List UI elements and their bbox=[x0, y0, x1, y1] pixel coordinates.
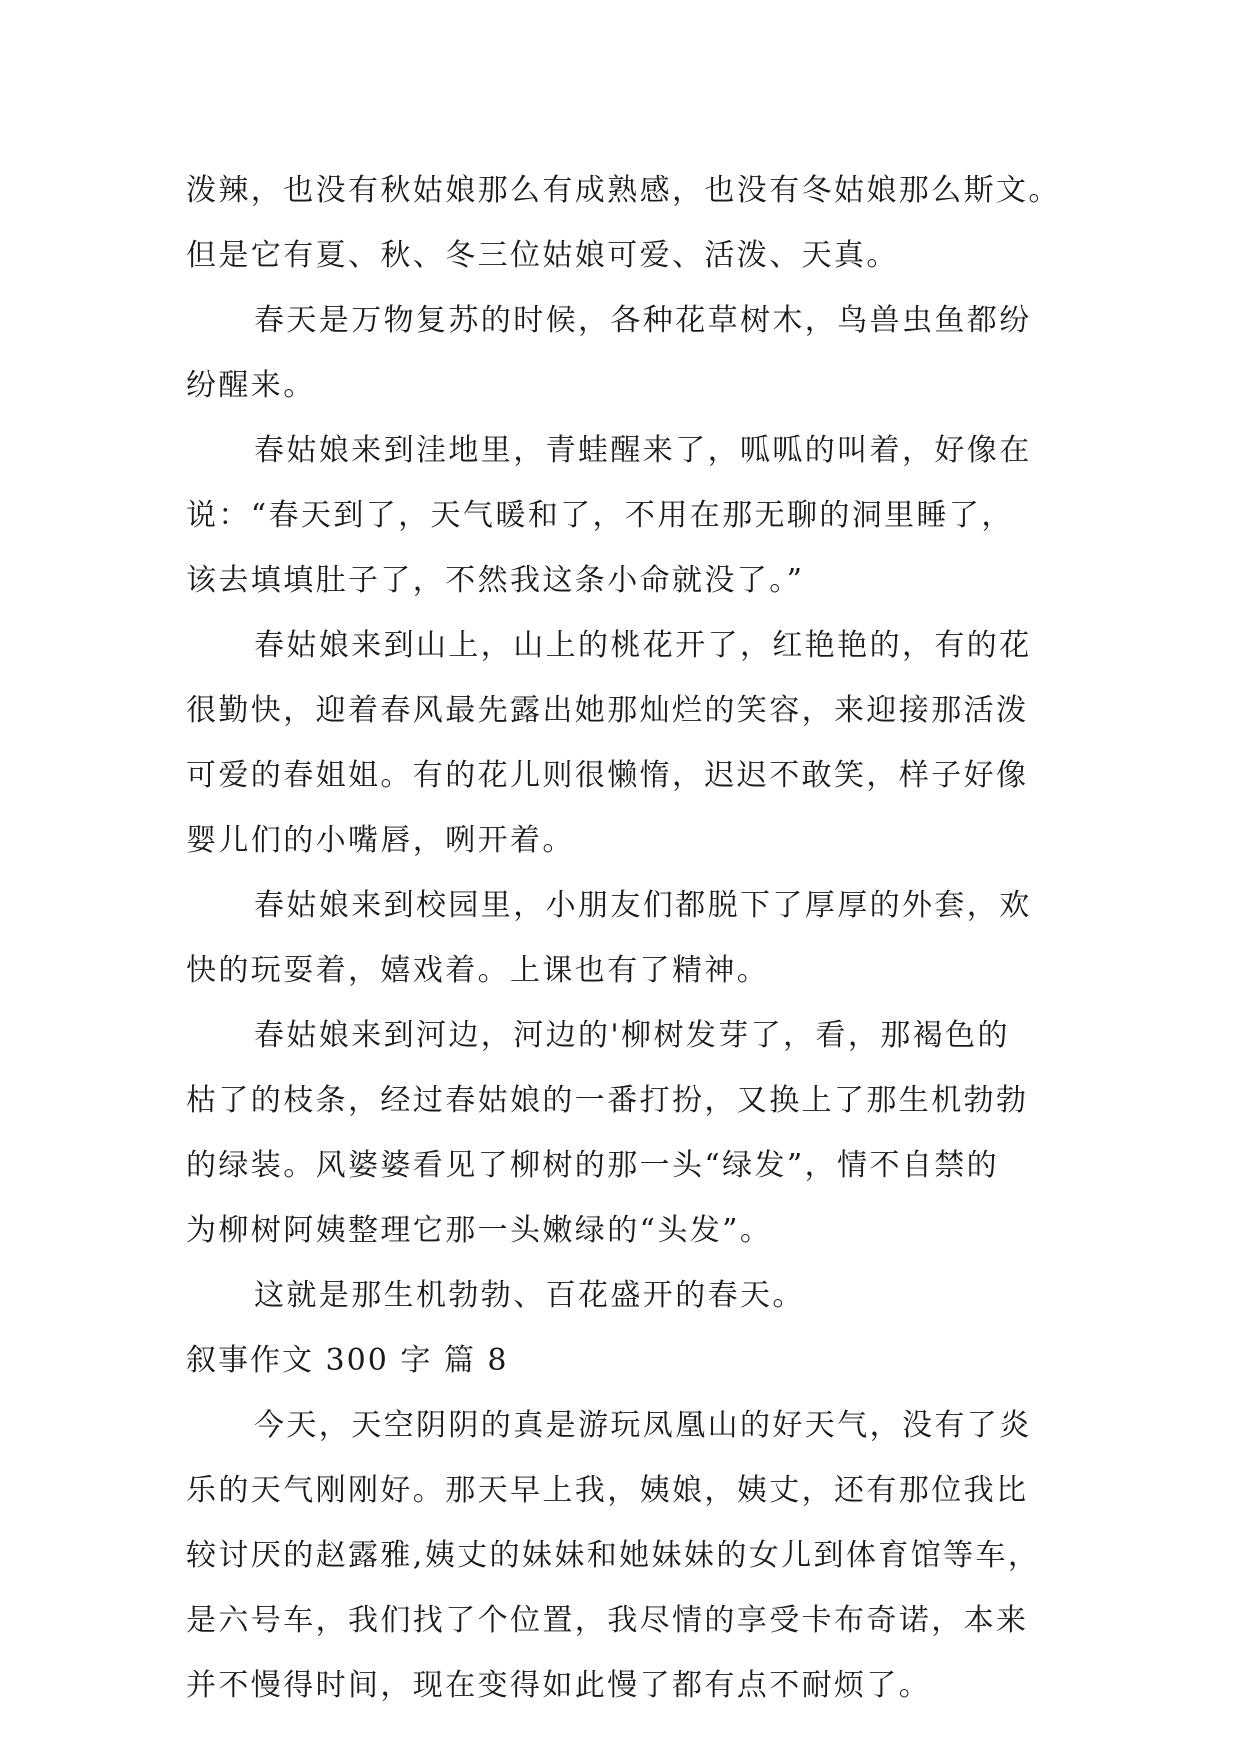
text-line: 快的玩耍着，嬉戏着。上课也有了精神。 bbox=[186, 953, 770, 988]
text-line: 春姑娘来到河边，河边的'柳树发芽了，看，那褐色的 bbox=[254, 1018, 1010, 1053]
text-line: 今天，天空阴阴的真是游玩凤凰山的好天气，没有了炎 bbox=[254, 1408, 1032, 1443]
text-line: 是六号车，我们找了个位置，我尽情的享受卡布奇诺，本来 bbox=[186, 1603, 1029, 1638]
section-heading: 叙事作文 300 字 篇 8 bbox=[186, 1343, 509, 1378]
text-line: 很勤快，迎着春风最先露出她那灿烂的笑容，来迎接那活泼 bbox=[186, 693, 1029, 728]
text-line: 纷醒来。 bbox=[186, 368, 316, 403]
text-line: 春姑娘来到山上，山上的桃花开了，红艳艳的，有的花 bbox=[254, 628, 1032, 663]
text-line: 说：“春天到了，天气暖和了，不用在那无聊的洞里睡了， bbox=[186, 498, 1014, 533]
text-line: 春天是万物复苏的时候，各种花草树木，鸟兽虫鱼都纷 bbox=[254, 303, 1032, 338]
text-line: 但是它有夏、秋、冬三位姑娘可爱、活泼、天真。 bbox=[186, 238, 899, 273]
text-line: 婴儿们的小嘴唇，咧开着。 bbox=[186, 823, 575, 858]
text-line: 乐的天气刚刚好。那天早上我，姨娘，姨丈，还有那位我比 bbox=[186, 1473, 1029, 1508]
text-line: 该去填填肚子了，不然我这条小命就没了。” bbox=[186, 563, 805, 598]
text-line: 的绿装。风婆婆看见了柳树的那一头“绿发”，情不自禁的 bbox=[186, 1148, 1000, 1183]
text-line: 并不慢得时间，现在变得如此慢了都有点不耐烦了。 bbox=[186, 1668, 932, 1703]
text-line: 泼辣，也没有秋姑娘那么有成熟感，也没有冬姑娘那么斯文。 bbox=[186, 173, 1061, 208]
text-line: 可爱的春姐姐。有的花儿则很懒惰，迟迟不敢笑，样子好像 bbox=[186, 758, 1029, 793]
text-line: 为柳树阿姨整理它那一头嫩绿的“头发”。 bbox=[186, 1213, 773, 1248]
text-line: 这就是那生机勃勃、百花盛开的春天。 bbox=[254, 1278, 805, 1313]
text-line: 春姑娘来到洼地里，青蛙醒来了，呱呱的叫着，好像在 bbox=[254, 433, 1032, 468]
text-line: 枯了的枝条，经过春姑娘的一番打扮，又换上了那生机勃勃 bbox=[186, 1083, 1029, 1118]
document-page bbox=[186, 158, 1061, 1718]
text-line: 春姑娘来到校园里，小朋友们都脱下了厚厚的外套，欢 bbox=[254, 888, 1032, 923]
text-line: 较讨厌的赵露雅,姨丈的妹妹和她妹妹的女儿到体育馆等车， bbox=[186, 1538, 1041, 1573]
